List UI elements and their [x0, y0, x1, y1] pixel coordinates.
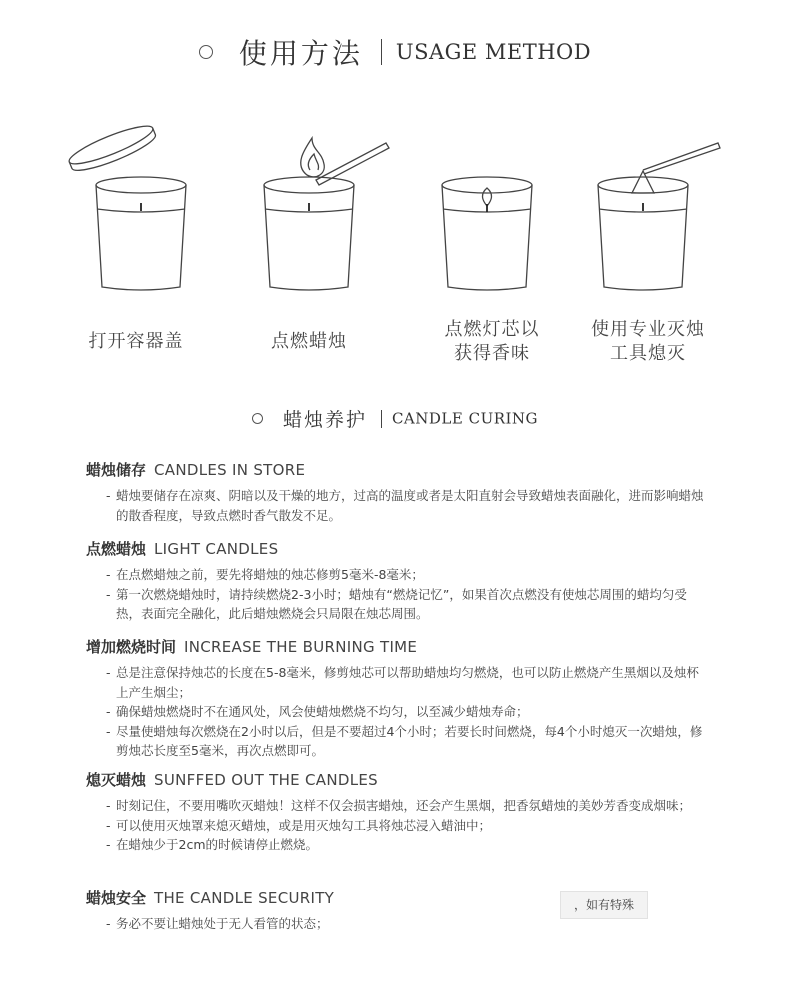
candle-match-icon	[234, 130, 404, 295]
overlay-note: ，如有特殊	[560, 891, 648, 919]
heading-zh: 使用方法	[238, 37, 363, 70]
section-snuff-out-candles	[86, 769, 706, 855]
section-list	[86, 796, 706, 855]
step-1-caption: 打开容器盖	[88, 331, 184, 352]
list-item: - 蜡烛要储存在凉爽、阴暗以及干燥的地方，过高的温度或者是太阳直射会导致蜡烛表面融化，进而影响蜡烛的散香程度，导致点燃时香气散发不足。	[106, 486, 706, 525]
candle-flame-icon	[412, 160, 562, 295]
usage-method-heading	[0, 32, 790, 72]
list-item: - 在点燃蜡烛之前，要先将蜡烛的烛芯修剪5毫米-8毫米；	[106, 565, 706, 585]
list-item: - 总是注意保持烛芯的长度在5-8毫米，修剪烛芯可以帮助蜡烛均匀燃烧，也可以防止燃烧产生黑烟以及烛杯上产生烟尘；	[106, 663, 706, 702]
candle-curing-heading	[0, 405, 790, 437]
section-heading: 蜡烛安全 THE CANDLE SECURITY	[86, 889, 335, 907]
divider	[381, 410, 382, 428]
section-light-candles	[86, 538, 706, 624]
section-heading: 熄灭蜡烛 SUNFFED OUT THE CANDLES	[86, 771, 378, 789]
step-2-caption: 点燃蜡烛	[271, 331, 347, 352]
circle-icon	[252, 413, 263, 424]
curing-heading-en: CANDLE CURING	[391, 409, 539, 428]
step-3-caption: 点燃灯芯以 获得香味	[444, 319, 540, 364]
circle-icon	[199, 45, 213, 59]
curing-heading-zh: 蜡烛养护	[282, 409, 367, 431]
step-4-caption: 使用专业灭烛 工具熄灭	[591, 319, 705, 364]
list-item: - 时刻记住，不要用嘴吹灭蜡烛！这样不仅会损害蜡烛，还会产生黑烟，把香氛蜡烛的美妙芳香变成烟味；	[106, 796, 706, 816]
candle-snuffer-icon	[568, 138, 738, 295]
section-heading: 点燃蜡烛 LIGHT CANDLES	[86, 540, 279, 558]
list-item: - 务必不要让蜡烛处于无人看管的状态；	[106, 914, 706, 934]
section-list	[86, 663, 706, 761]
list-item: - 尽量使蜡烛每次燃烧在2小时以后，但是不要超过4个小时；若要长时间燃烧，每4个小时熄灭一次蜡烛，修剪烛芯长度至5毫米，再次点燃即可。	[106, 722, 706, 761]
section-heading: 蜡烛储存 CANDLES IN STORE	[86, 461, 306, 479]
section-candles-in-store	[86, 459, 706, 525]
candle-lid-icon	[66, 115, 196, 295]
section-list	[86, 565, 706, 624]
section-list	[86, 486, 706, 525]
heading-en: USAGE METHOD	[395, 40, 592, 64]
list-item: - 确保蜡烛燃烧时不在通风处，风会使蜡烛燃烧不均匀，以至减少蜡烛寿命；	[106, 702, 706, 722]
list-item: - 在蜡烛少于2cm的时候请停止燃烧。	[106, 835, 706, 855]
divider	[381, 39, 382, 65]
list-item: - 可以使用灭烛罩来熄灭蜡烛，或是用灭烛勾工具将烛芯浸入蜡油中；	[106, 816, 706, 836]
section-increase-burning-time	[86, 636, 706, 761]
list-item: - 第一次燃烧蜡烛时，请持续燃烧2-3小时；蜡烛有“燃烧记忆”，如果首次点燃没有使烛芯周围的蜡均匀受热，表面完全融化，此后蜡烛燃烧会只局限在烛芯周围。	[106, 585, 706, 624]
section-heading: 增加燃烧时间 INCREASE THE BURNING TIME	[86, 638, 418, 656]
